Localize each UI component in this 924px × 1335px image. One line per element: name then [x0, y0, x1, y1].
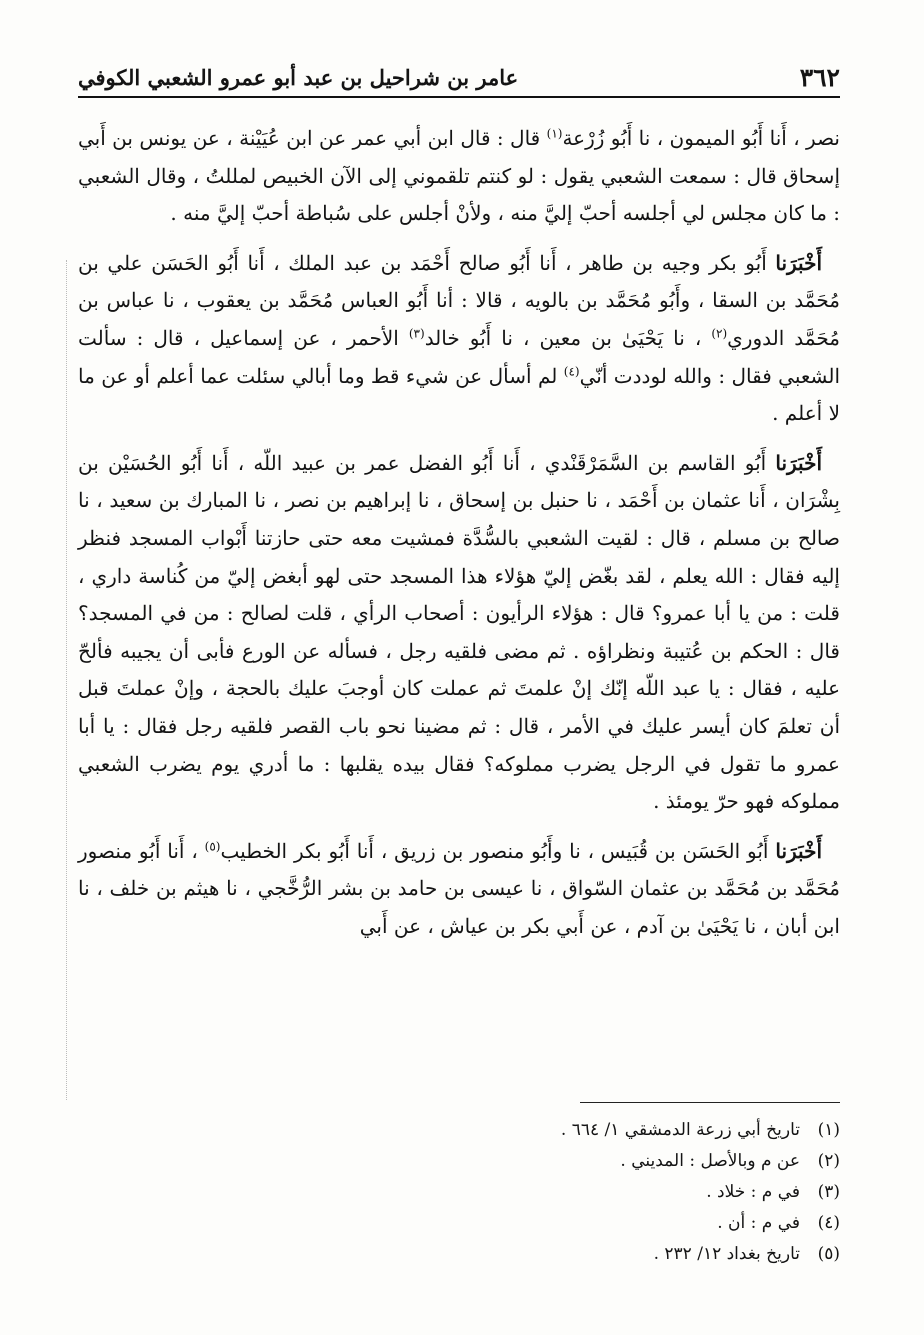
footnote-ref-5: (٥)	[204, 839, 221, 854]
text-run: لم أسأل عن شيء قط وما أبالي سئلت عما أعلم أو عن ما لا أعلم .	[78, 363, 840, 426]
text-run: أَبُو الحَسَن بن قُبَيس ، نا وأَبُو منصور بن زريق ، أَنا أَبُو بكر الخطيب	[220, 838, 776, 863]
paragraph-4	[78, 833, 840, 946]
footnote-text: تاريخ أبي زرعة الدمشقي ١/ ٦٦٤ .	[560, 1120, 800, 1140]
main-text	[78, 120, 840, 957]
text-run: أَبُو بكر وجيه بن طاهر ، أَنا أَبُو صالح أَحْمَد بن عبد الملك ، أَنا أَبُو الحَسَن علي بن مُحَمَّد بن السقا ، وأَبُو مُحَمَّد بن بالويه ، قالا : أنا أَبُو العباس مُحَمَّد بن يعقوب ، نا عباس بن مُحَمَّد الدوري	[78, 250, 840, 350]
text-run: نصر ، أَنا أَبُو الميمون ، نا أَبُو زُرْعة	[562, 126, 840, 150]
paragraph-2	[78, 245, 840, 433]
running-title: عامر بن شراحيل بن عبد أبو عمرو الشعبي الكوفي	[78, 65, 519, 90]
footnote-ref-3: (٣)	[408, 326, 425, 341]
footnote-text: في م : خلاد .	[706, 1182, 800, 1202]
text-run: ، نا يَحْيَىٰ بن معين ، نا أَبُو خالد	[424, 325, 712, 350]
text-run: الأحمر ، عن إسماعيل ، قال : سألت الشعبي فقال : والله لوددت أنّي	[78, 325, 841, 388]
footnote-2	[78, 1146, 840, 1177]
page-number: ٣٦٢	[799, 63, 840, 92]
footnote-text: تاريخ بغداد ١٢/ ٢٣٢ .	[653, 1244, 800, 1264]
footnote-number: (٢)	[817, 1151, 840, 1171]
footnote-separator	[580, 1102, 840, 1103]
footnote-number: (٥)	[817, 1244, 840, 1264]
akhbarana-keyword: أَخْبَرَنا	[775, 450, 822, 475]
footnote-4	[78, 1208, 840, 1239]
footnote-number: (٣)	[817, 1182, 840, 1202]
footnote-text: في م : أن .	[717, 1213, 800, 1233]
margin-rule	[66, 260, 67, 1100]
paragraph-3	[78, 445, 840, 821]
footnote-number: (٤)	[817, 1213, 840, 1233]
footnote-5	[78, 1239, 840, 1270]
text-run: أَبُو القاسم بن السَّمَرْقَنْدي ، أَنا أَبُو الفضل عمر بن عبيد اللّه ، أَنا أَبُو الحُسَيْن بن بِشْرَان ، أَنا عثمان بن أَحْمَد ، نا حنبل بن إسحاق ، نا إبراهيم بن نصر ، نا المبارك بن سعيد ، نا صالح بن مسلم ، قال : لقيت الشعبي بالسُّدَّة فمشيت معه حتى حازتنا أَبْواب المسجد فنظر إليه فقال : الله يعلم ، لقد بغّض إليّ هؤلاء هذا المسجد حتى لهو أبغض إليّ من كُناسة داري ، قلت : من يا أبا عمرو؟ قال : هؤلاء الرأيون : أصحاب الرأي ، قلت لصالح : من في المسجد؟ قال : الحكم بن عُتيبة ونظراؤه . ثم مضى فلقيه رجل ، فسأله عن الورع فأبى أن يجيبه فألحّ عليه ، فقال : يا عبد اللّه إنّك إنْ علمتَ ثم عملت كان أوجبَ عليك بالحجة ، وإنْ عملتَ قبل أن تعلمَ كان أيسر عليك في الأمر ، قال : ثم مضينا نحو باب القصر فلقيه رجل فقال : يا أبا عمرو ما تقول في الرجل يضرب مملوكه؟ فقال بيده يقلبها : ما أدري يوم يضرب الشعبي مملوكه فهو حرّ يومئذ .	[78, 450, 840, 814]
running-header	[78, 52, 840, 98]
footnote-ref-2: (٢)	[711, 326, 728, 341]
footnote-3	[78, 1177, 840, 1208]
akhbarana-keyword: أَخْبَرَنا	[775, 838, 822, 863]
footnote-number: (١)	[817, 1120, 840, 1140]
text-run: ، أَنا أَبُو منصور مُحَمَّد بن مُحَمَّد بن عثمان السّواق ، نا عيسى بن حامد بن بشر الرُّخَّجي ، نا هيثم بن خلف ، نا ابن أبان ، نا يَحْيَىٰ بن آدم ، عن أَبي بكر بن عياش ، عن أَبي	[78, 838, 840, 938]
footnote-1	[78, 1115, 840, 1146]
footnote-ref-4: (٤)	[563, 363, 580, 378]
paragraph-1	[78, 120, 840, 233]
akhbarana-keyword: أَخْبَرَنا	[775, 250, 822, 275]
footnote-text: عن م وبالأصل : المديني .	[620, 1151, 800, 1171]
footnote-ref-1: (١)	[546, 126, 563, 141]
footnotes	[78, 1115, 840, 1270]
text-run: قال : قال ابن أبي عمر عن ابن عُيَيْنة ، عن يونس بن أَبي إسحاق قال : سمعت الشعبي يقول : لو كنتم تلقموني إلى الآن الخبيص لمللتُ ، وقال الشعبي : ما كان مجلس لي أجلسه أحبّ إليَّ منه ، ولأنْ أجلس على سُباطة أحبّ إليَّ منه .	[78, 126, 840, 226]
